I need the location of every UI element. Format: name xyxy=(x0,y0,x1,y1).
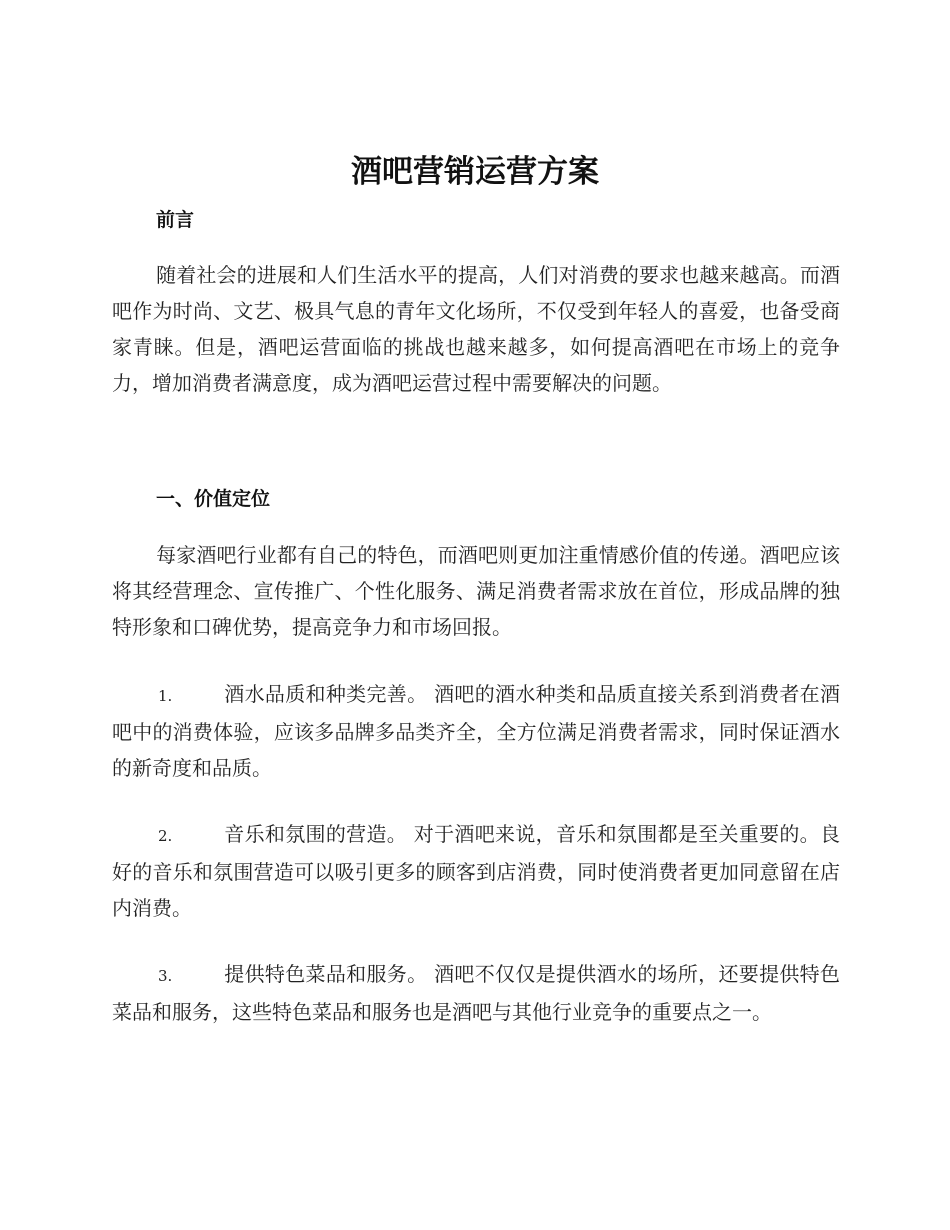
list-item xyxy=(112,956,840,1030)
list-item-text: 酒水品质和种类完善。 酒吧的酒水种类和品质直接关系到消费者在酒吧中的消费体验，应该多品牌多品类齐全，全方位满足消费者需求，同时保证酒水的新奇度和品质。 xyxy=(112,682,840,780)
list-item-text: 提供特色菜品和服务。 酒吧不仅仅是提供酒水的场所，还要提供特色菜品和服务，这些特色菜品和服务也是酒吧与其他行业竞争的重要点之一。 xyxy=(112,962,840,1024)
section-heading-preface: 前言 xyxy=(156,209,195,231)
document-title: 酒吧营销运营方案 xyxy=(351,154,599,190)
list-item xyxy=(112,816,840,926)
paragraph-preface-text: 随着社会的进展和人们生活水平的提高，人们对消费的要求也越来越高。而酒吧作为时尚、文艺、极具气息的青年文化场所，不仅受到年轻人的喜爱，也备受商家青睐。但是，酒吧运营面临的挑战也越来越多，如何提高酒吧在市场上的竞争力，增加消费者满意度，成为酒吧运营过程中需要解决的问题。 xyxy=(112,263,840,395)
list-item-text: 音乐和氛围的营造。 对于酒吧来说，音乐和氛围都是至关重要的。良好的音乐和氛围营造可以吸引更多的顾客到店消费，同时使消费者更加同意留在店内消费。 xyxy=(112,822,840,920)
list-item-number: 1. xyxy=(158,687,173,705)
paragraph-value-positioning-text: 每家酒吧行业都有自己的特色，而酒吧则更加注重情感价值的传递。酒吧应该将其经营理念、宣传推广、个性化服务、满足消费者需求放在首位，形成品牌的独特形象和口碑优势，提高竞争力和市场回报。 xyxy=(112,543,840,639)
paragraph-value-positioning xyxy=(112,537,840,645)
list-item-number: 2. xyxy=(158,827,173,845)
paragraph-preface xyxy=(112,257,840,401)
section-heading-value-positioning: 一、价值定位 xyxy=(156,488,271,510)
list-item xyxy=(112,676,840,786)
list-item-number: 3. xyxy=(158,967,173,985)
